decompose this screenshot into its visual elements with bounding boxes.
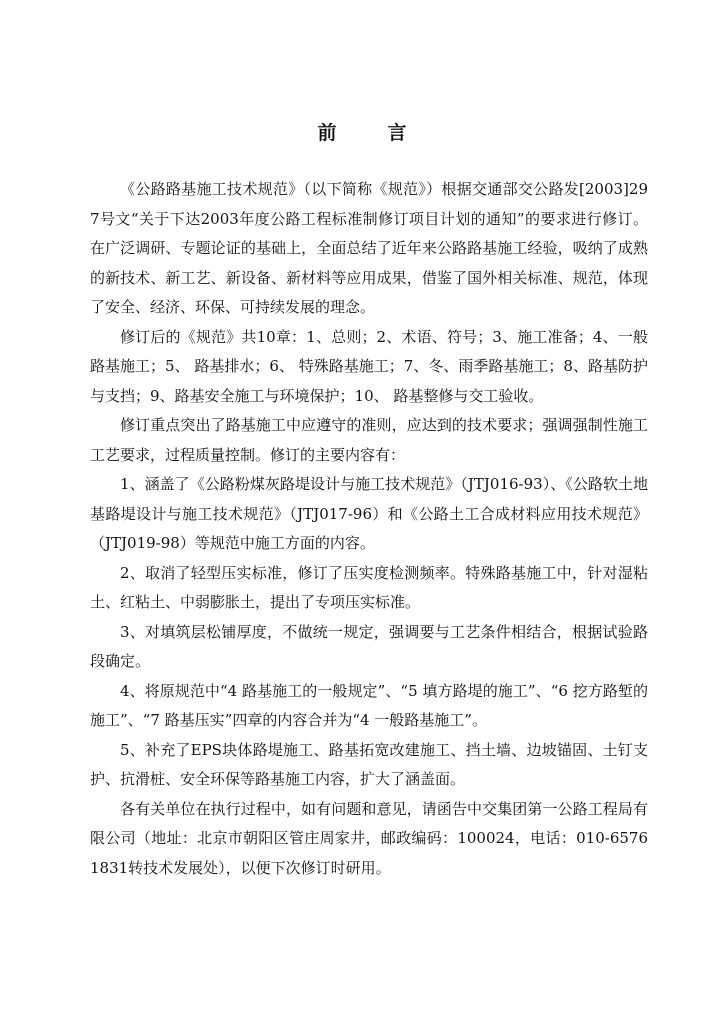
paragraph-item-2: 2、取消了轻型压实标准，修订了压实度检测频率。特殊路基施工中，针对湿粘土、红粘土、中弱膨胀土，提出了专项压实标准。 xyxy=(90,563,648,611)
paragraph-key-points: 修订重点突出了路基施工中应遵守的准则，应达到的技术要求；强调强制性施工工艺要求，过程质量控制。修订的主要内容有： xyxy=(90,416,648,464)
paragraph-item-1: 1、涵盖了《公路粉煤灰路堤设计与施工技术规范》（JTJ016-93）、《公路软土地基路堤设计与施工技术规范》（JTJ017-96）和《公路土工合成材料应用技术规范》（JTJ019-98）等规范中施工方面的内容。 xyxy=(90,475,648,552)
paragraph-intro: 《公路路基施工技术规范》（以下简称《规范》）根据交通部交公路发[2003]297号文“关于下达2003年度公路工程标准制修订项目计划的通知”的要求进行修订。在广泛调研、专题论证的基础上，全面总结了近年来公路路基施工经验，吸纳了成熟的新技术、新工艺、新设备、新材料等应用成果，借鉴了国外相关标准、规范，体现了安全、经济、环保、可持续发展的理念。 xyxy=(90,180,648,316)
paragraph-item-4: 4、将原规范中“4 路基施工的一般规定”、“5 填方路堤的施工”、“6 挖方路堑的施工”、“7 路基压实”四章的内容合并为“4 一般路基施工”。 xyxy=(90,681,648,729)
paragraph-item-5: 5、补充了EPS块体路堤施工、路基拓宽改建施工、挡土墙、边坡锚固、土钉支护、抗滑桩、安全环保等路基施工内容，扩大了涵盖面。 xyxy=(90,740,648,788)
paragraph-contact: 各有关单位在执行过程中，如有问题和意见，请函告中交集团第一公路工程局有限公司（地址：北京市朝阳区管庄周家井，邮政编码：100024，电话：010-65761831转技术发展处），以便下次修订时研用。 xyxy=(90,799,648,877)
paragraph-item-3: 3、对填筑层松铺厚度，不做统一规定，强调要与工艺条件相结合，根据试验路段确定。 xyxy=(90,622,648,670)
paragraph-chapters: 修订后的《规范》共10章：1、总则；2、术语、符号；3、施工准备；4、一般路基施工；5、 路基排水；6、 特殊路基施工；7、冬、雨季路基施工；8、路基防护与支挡；9、路基安全施工与环境保护；10、 路基整修与交工验收。 xyxy=(90,327,648,405)
page-title: 前 言 xyxy=(317,122,423,144)
document-body xyxy=(90,175,648,883)
